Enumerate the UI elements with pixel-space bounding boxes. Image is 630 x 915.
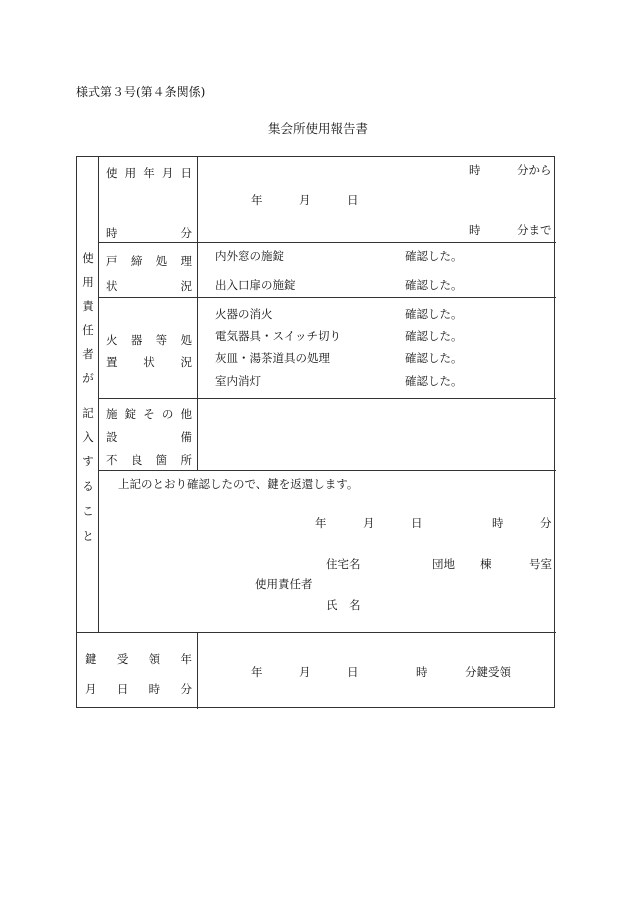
key-hour: 時 (416, 665, 428, 679)
vertical-char: と (82, 529, 94, 543)
key-suffix: 分鍵受領 (465, 665, 511, 679)
fire-item: 灰皿・湯茶道具の処理 (215, 351, 330, 365)
usage-time-label: 時 分 (106, 226, 192, 240)
divider (98, 297, 556, 298)
defects-label-line2: 設 備 (106, 430, 192, 444)
vertical-char: 者 (82, 347, 94, 361)
fire-confirm: 確認した。 (405, 374, 463, 388)
lock-status-label-line2: 状 況 (106, 279, 192, 293)
key-receipt-label-line2: 月 日 時 分 (85, 682, 192, 696)
fire-item: 電気器具・スイッチ切り (215, 329, 342, 343)
return-year: 年 (315, 516, 327, 530)
document-title: 集会所使用報告書 (268, 121, 369, 136)
fire-confirm: 確認した。 (405, 307, 463, 321)
usage-day: 日 (347, 193, 359, 207)
defects-label-line3: 不 良 箇 所 (106, 453, 192, 467)
vertical-label (77, 157, 99, 632)
lock-status-label-line1: 戸 締 処 理 (106, 254, 192, 268)
form-number: 様式第３号(第４条関係) (76, 85, 206, 99)
divider (197, 157, 198, 470)
return-day: 日 (411, 516, 423, 530)
lock-confirm: 確認した。 (405, 278, 463, 292)
fire-item: 火器の消火 (215, 307, 273, 321)
vertical-char: 入 (82, 430, 94, 444)
lock-confirm: 確認した。 (405, 249, 463, 263)
defects-label-line1: 施 錠 そ の 他 (106, 407, 192, 421)
vertical-char: 記 (82, 406, 94, 420)
key-receipt-label-line1: 鍵 受 領 年 (85, 652, 192, 666)
building-label: 棟 (480, 557, 492, 571)
vertical-char: 使 (82, 251, 94, 265)
vertical-char: こ (82, 504, 94, 518)
return-minute: 分 (540, 516, 552, 530)
report-form (76, 156, 555, 708)
divider (98, 242, 556, 243)
fire-status-label-line1: 火 器 等 処 (106, 333, 192, 347)
vertical-char: 任 (82, 323, 94, 337)
name-label: 氏 名 (326, 598, 361, 612)
key-year: 年 (251, 665, 263, 679)
divider (98, 398, 556, 399)
to-suffix: 分まで (517, 223, 552, 237)
vertical-char: が (82, 371, 94, 385)
divider (197, 632, 198, 709)
fire-confirm: 確認した。 (405, 329, 463, 343)
usage-month: 月 (299, 193, 311, 207)
key-day: 日 (347, 665, 359, 679)
key-month: 月 (299, 665, 311, 679)
return-statement: 上記のとおり確認したので、鍵を返還します。 (118, 477, 359, 491)
vertical-char: す (82, 454, 94, 468)
fire-status-label-line2: 置 状 況 (106, 355, 192, 369)
return-hour: 時 (492, 516, 504, 530)
room-label: 号室 (529, 557, 552, 571)
to-hour: 時 (469, 223, 481, 237)
usage-date-label: 使 用 年 月 日 (106, 166, 192, 180)
danchi-label: 団地 (432, 557, 455, 571)
divider (98, 470, 556, 471)
vertical-char: 用 (82, 275, 94, 289)
address-label: 住宅名 (326, 557, 361, 571)
fire-confirm: 確認した。 (405, 351, 463, 365)
from-hour: 時 (469, 163, 481, 177)
vertical-char: る (82, 479, 94, 493)
divider (77, 632, 556, 633)
from-suffix: 分から (517, 163, 552, 177)
usage-year: 年 (251, 193, 263, 207)
fire-item: 室内消灯 (215, 374, 261, 388)
person-label: 使用責任者 (255, 577, 313, 591)
return-month: 月 (363, 516, 375, 530)
lock-item: 内外窓の施錠 (215, 249, 284, 263)
vertical-char: 責 (82, 299, 94, 313)
lock-item: 出入口扉の施錠 (215, 278, 296, 292)
